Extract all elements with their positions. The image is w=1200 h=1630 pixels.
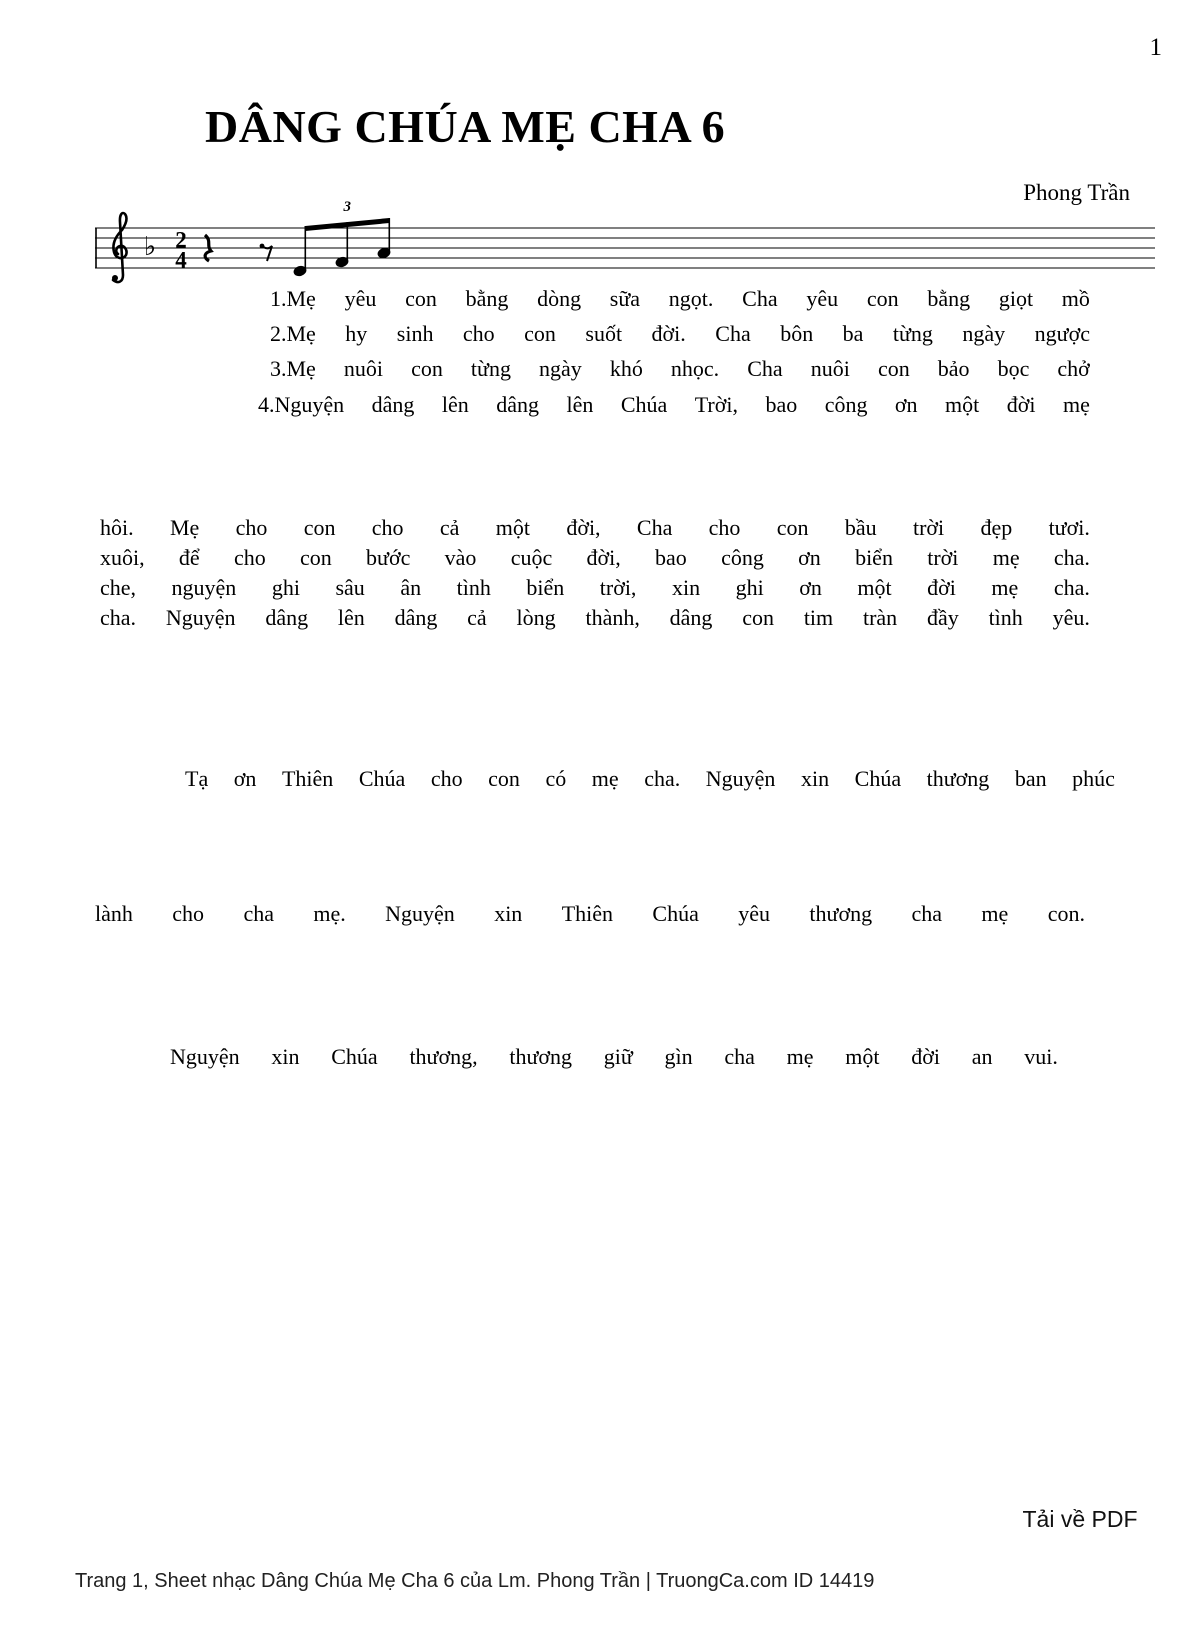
page-number: 1 bbox=[1149, 34, 1162, 61]
lyric-word: Cha bbox=[636, 515, 673, 540]
lyric-word: yêu. bbox=[1052, 605, 1090, 630]
lyric-word: bầu bbox=[844, 515, 877, 540]
lyric-word: xin bbox=[271, 1044, 300, 1069]
time-signature-top: 2 bbox=[175, 227, 187, 253]
lyric-word: mồ bbox=[1061, 286, 1090, 311]
lyric-word: khó bbox=[609, 356, 643, 381]
lyric-word: biển bbox=[526, 575, 565, 600]
lyrics-verse-4 bbox=[258, 394, 1090, 416]
lyric-word: con bbox=[776, 515, 809, 540]
lyric-word: lên bbox=[441, 392, 469, 417]
composer-name: Phong Trần bbox=[1023, 180, 1130, 205]
lyric-word: con bbox=[300, 545, 332, 570]
lyric-word: con bbox=[303, 515, 336, 540]
footer-caption: Trang 1, Sheet nhạc Dâng Chúa Mẹ Cha 6 của Lm. Phong Trần | TruongCa.com ID 14419 bbox=[75, 1570, 875, 1592]
lyric-word: ơn bbox=[233, 766, 257, 791]
lyric-word: Nguyện bbox=[170, 1044, 240, 1069]
lyric-word: bằng bbox=[927, 286, 971, 311]
lyric-word: Nguyện bbox=[165, 605, 236, 630]
lyric-word: ơn bbox=[894, 392, 918, 417]
lyric-word: dâng bbox=[394, 605, 438, 630]
lyric-word: cho bbox=[233, 545, 266, 570]
lyric-word: Cha bbox=[715, 321, 751, 346]
lyric-word: ngày bbox=[539, 356, 582, 381]
lyric-word: cho bbox=[708, 515, 741, 540]
key-signature-flat: ♭ bbox=[143, 232, 157, 261]
lyric-word: thương bbox=[926, 766, 990, 791]
lyric-word: cho bbox=[462, 321, 495, 346]
lyric-word: đời, bbox=[586, 545, 621, 570]
lyric-word: đời bbox=[911, 1044, 940, 1069]
lyric-word: tràn bbox=[862, 605, 898, 630]
lyric-word: ba bbox=[842, 321, 864, 346]
tuplet-label: 3 bbox=[343, 199, 352, 215]
lyric-word: sinh bbox=[396, 321, 434, 346]
lyric-word: lên bbox=[337, 605, 365, 630]
lyric-word: ngày bbox=[962, 321, 1006, 346]
lyrics-bridge-1 bbox=[100, 517, 1090, 539]
lyric-word: 1.Mẹ bbox=[270, 286, 316, 311]
lyric-word: Chúa bbox=[331, 1044, 378, 1069]
lyric-word: đời. bbox=[651, 321, 686, 346]
lyric-word: con bbox=[866, 286, 899, 311]
lyric-word: dâng bbox=[669, 605, 713, 630]
lyric-word: giọt bbox=[998, 286, 1034, 311]
lyric-word: giữ bbox=[603, 1044, 633, 1069]
lyric-word: mẹ bbox=[981, 901, 1009, 926]
lyrics-verse-2 bbox=[270, 323, 1090, 345]
lyrics-verse-3 bbox=[270, 358, 1090, 380]
lyric-word: hy bbox=[345, 321, 368, 346]
lyric-word: nguyện bbox=[171, 575, 237, 600]
lyric-word: Nguyện bbox=[385, 901, 455, 926]
lyric-word: xuôi, bbox=[100, 545, 145, 570]
lyric-word: một bbox=[857, 575, 892, 600]
lyric-word: cuộc bbox=[510, 545, 553, 570]
lyric-word: trời, bbox=[599, 575, 637, 600]
lyric-word: cho bbox=[371, 515, 404, 540]
lyric-word: mẹ bbox=[786, 1044, 814, 1069]
lyric-word: dâng bbox=[496, 392, 539, 417]
lyric-word: trời bbox=[912, 515, 945, 540]
lyric-word: cho bbox=[172, 901, 205, 926]
lyric-word: lên bbox=[566, 392, 594, 417]
lyric-word: cha bbox=[911, 901, 943, 926]
lyric-word: cho bbox=[430, 766, 463, 791]
lyric-word: xin bbox=[494, 901, 523, 926]
lyric-word: Cha bbox=[747, 356, 783, 381]
lyric-word: xin bbox=[671, 575, 701, 600]
lyric-word: lòng bbox=[516, 605, 556, 630]
lyric-word: Chúa bbox=[854, 766, 902, 791]
qr-code[interactable] bbox=[1018, 1380, 1142, 1504]
lyric-word: ơn bbox=[798, 545, 821, 570]
lyric-word: bước bbox=[366, 545, 411, 570]
lyric-word: dòng bbox=[537, 286, 582, 311]
lyric-word: ghi bbox=[735, 575, 764, 600]
lyric-word: tim bbox=[803, 605, 834, 630]
lyric-word: nhọc. bbox=[670, 356, 720, 381]
lyric-word: từng bbox=[892, 321, 933, 346]
lyric-word: bằng bbox=[465, 286, 509, 311]
lyric-word: thương, bbox=[409, 1044, 478, 1069]
lyric-word: thương bbox=[509, 1044, 573, 1069]
lyrics-refrain-2 bbox=[95, 903, 1085, 925]
lyric-word: từng bbox=[470, 356, 511, 381]
lyric-word: một bbox=[945, 392, 980, 417]
lyric-word: đời bbox=[927, 575, 956, 600]
lyric-word: một bbox=[845, 1044, 880, 1069]
lyric-word: cha. bbox=[100, 605, 137, 630]
lyric-word: Nguyện bbox=[705, 766, 776, 791]
lyric-word: xin bbox=[800, 766, 830, 791]
lyrics-refrain-1 bbox=[185, 768, 1115, 790]
lyric-word: cha bbox=[724, 1044, 755, 1069]
lyric-word: con bbox=[411, 356, 443, 381]
lyric-word: đời, bbox=[566, 515, 601, 540]
song-title: DÂNG CHÚA MẸ CHA 6 bbox=[205, 101, 726, 152]
lyric-word: mẹ. bbox=[313, 901, 346, 926]
lyrics-bridge-4 bbox=[100, 607, 1090, 629]
lyric-word: bôn bbox=[780, 321, 814, 346]
lyric-word: đẹp bbox=[980, 515, 1013, 540]
lyric-word: con bbox=[405, 286, 437, 311]
lyric-word: đầy bbox=[926, 605, 959, 630]
lyric-word: hôi. bbox=[100, 515, 134, 540]
lyric-word: dâng bbox=[265, 605, 309, 630]
time-signature-bottom: 4 bbox=[175, 247, 187, 273]
lyric-word: Chúa bbox=[358, 766, 406, 791]
lyric-word: ghi bbox=[271, 575, 300, 600]
lyric-word: 4.Nguyện bbox=[258, 392, 345, 417]
lyric-word: yêu bbox=[806, 286, 839, 311]
lyric-word: Thiên bbox=[561, 901, 614, 926]
lyric-word: gìn bbox=[664, 1044, 693, 1069]
lyric-word: để bbox=[178, 545, 200, 570]
lyric-word: ngọt. bbox=[668, 286, 714, 311]
lyric-word: an bbox=[971, 1044, 993, 1069]
lyric-word: Cha bbox=[742, 286, 778, 311]
lyric-word: Chúa bbox=[652, 901, 699, 926]
lyric-word: 3.Mẹ bbox=[270, 356, 316, 381]
lyric-word: sữa bbox=[609, 286, 641, 311]
lyric-word: công bbox=[824, 392, 868, 417]
lyric-word: mẹ bbox=[992, 545, 1020, 570]
lyric-word: tình bbox=[456, 575, 491, 600]
lyric-word: con bbox=[742, 605, 774, 630]
lyrics-bridge-2 bbox=[100, 547, 1090, 569]
lyric-word: cho bbox=[235, 515, 268, 540]
lyrics-refrain-3 bbox=[170, 1046, 1058, 1068]
lyric-word: Chúa bbox=[620, 392, 668, 417]
lyric-word: vui. bbox=[1024, 1044, 1058, 1069]
lyric-word: phúc bbox=[1072, 766, 1115, 791]
lyric-word: tươi. bbox=[1048, 515, 1090, 540]
quarter-rest-icon bbox=[205, 235, 211, 261]
lyric-word: sâu bbox=[335, 575, 365, 600]
lyric-word: chở bbox=[1057, 356, 1090, 381]
lyric-word: có bbox=[545, 766, 567, 791]
lyric-word: ơn bbox=[799, 575, 822, 600]
lyric-word: bọc bbox=[997, 356, 1030, 381]
lyrics-bridge-3 bbox=[100, 577, 1090, 599]
lyric-word: bao bbox=[655, 545, 687, 570]
lyrics-verse-1 bbox=[270, 288, 1090, 310]
lyric-word: che, bbox=[100, 575, 137, 600]
lyric-word: suốt bbox=[585, 321, 623, 346]
lyric-word: con bbox=[524, 321, 556, 346]
lyric-word: Trời, bbox=[694, 392, 738, 417]
lyric-word: con bbox=[877, 356, 910, 381]
lyric-word: nuôi bbox=[343, 356, 384, 381]
lyric-word: tình bbox=[988, 605, 1023, 630]
lyric-word: 2.Mẹ bbox=[270, 321, 316, 346]
qr-download-label[interactable]: Tải về PDF bbox=[1022, 1506, 1138, 1532]
lyric-word: một bbox=[495, 515, 530, 540]
treble-clef-icon bbox=[113, 213, 127, 282]
lyric-word: cả bbox=[439, 515, 460, 540]
eighth-rest-icon bbox=[264, 246, 273, 261]
lyric-word: mẹ bbox=[591, 766, 619, 791]
lyric-word: cả bbox=[467, 605, 487, 630]
lyric-word: Thiên bbox=[281, 766, 334, 791]
lyric-word: thương bbox=[809, 901, 873, 926]
lyric-word: cha. bbox=[1053, 575, 1090, 600]
lyric-word: yêu bbox=[344, 286, 377, 311]
lyric-word: cha. bbox=[1053, 545, 1090, 570]
lyric-word: thành, bbox=[585, 605, 640, 630]
lyric-word: mẹ bbox=[991, 575, 1019, 600]
lyric-word: cha. bbox=[644, 766, 681, 791]
lyric-word: lành bbox=[95, 901, 133, 926]
lyric-word: con. bbox=[1047, 901, 1085, 926]
lyric-word: ban bbox=[1014, 766, 1047, 791]
lyric-word: cha bbox=[243, 901, 274, 926]
lyric-word: ân bbox=[400, 575, 422, 600]
lyric-word: Tạ bbox=[185, 766, 209, 791]
lyric-word: con bbox=[488, 766, 520, 791]
lyric-word: dâng bbox=[371, 392, 415, 417]
lyric-word: bảo bbox=[937, 356, 970, 381]
lyric-word: mẹ bbox=[1062, 392, 1090, 417]
lyric-word: đời bbox=[1006, 392, 1036, 417]
music-staff-1 bbox=[95, 199, 1155, 282]
lyric-word: công bbox=[721, 545, 764, 570]
lyric-word: vào bbox=[444, 545, 477, 570]
lyric-word: nuôi bbox=[810, 356, 850, 381]
lyric-word: trời bbox=[927, 545, 959, 570]
lyric-word: yêu bbox=[738, 901, 771, 926]
lyric-word: Mẹ bbox=[169, 515, 200, 540]
lyric-word: biển bbox=[855, 545, 893, 570]
lyric-word: ngược bbox=[1034, 321, 1090, 346]
lyric-word: bao bbox=[765, 392, 798, 417]
